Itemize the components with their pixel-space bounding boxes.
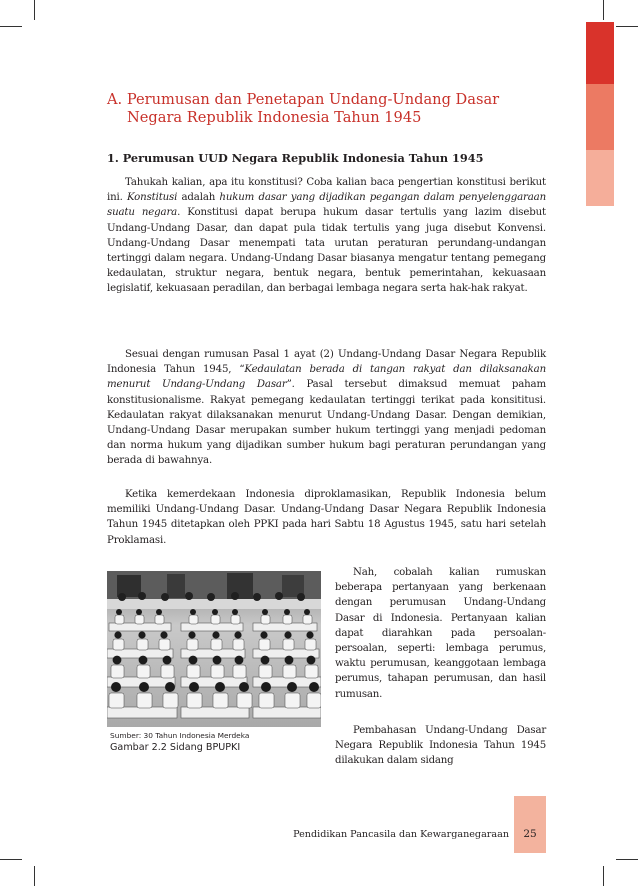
crop-mark (603, 0, 604, 20)
section-title-line2: Negara Republik Indonesia Tahun 1945 (127, 109, 422, 126)
decorative-tab-light (586, 150, 614, 206)
subsection-title: 1. Perumusan UUD Negara Republik Indonesia Tahun 1945 (107, 151, 484, 165)
figure-source: Sumber: 30 Tahun Indonesia Merdeka (110, 731, 250, 740)
text-run: ”. Pasal tersebut dimaksud memuat paham konstitusionalisme. Rakyat pemegang kedaulatan tertinggi terikat pada konsititusi. Kedaulatan rakyat dilaksanakan menurut Undang-Undang Dasar. Dengan demikian, Undang-Undang Dasar merupakan sumber hukum tertinggi yang menjadi pedoman dan norma hukum yang dijadikan sumber hukum bagi peraturan perundangan yang berada di bawahnya. (107, 379, 546, 467)
crop-mark (616, 859, 638, 860)
section-title-line1: A. Perumusan dan Penetapan Undang-Undang Dasar (107, 91, 500, 108)
crop-mark (616, 26, 638, 27)
paragraph-pertanyaan: Nah, cobalah kalian rumuskan beberapa pertanyaan yang berkenaan dengan perumusan Undang-Undang Dasar di Indonesia. Pertanyaan kalian dapat diarahkan pada persoalan-persoalan, seperti: lembaga perumus, waktu perumusan, keanggotaan lembaga perumus, tahapan perumusan, dan hasil rumusan. (335, 567, 546, 700)
text-run: adalah (177, 192, 220, 204)
crop-mark (34, 0, 35, 20)
text-run: Tahukah kalian, apa itu konstitusi? Coba kalian baca pengertian konstitusi berikut ini. (107, 177, 546, 204)
paragraph-konstitusi (107, 175, 546, 297)
crop-mark (603, 866, 604, 886)
paragraph-pembahasan: Pembahasan Undang-Undang Dasar Negara Republik Indonesia Tahun 1945 dilakukan dalam sidang (335, 725, 546, 767)
decorative-tab-dark (586, 22, 614, 84)
crop-mark (0, 859, 22, 860)
italic-definition: hukum dasar yang dijadikan pegangan dalam penyelenggaraan suatu negara (107, 192, 546, 219)
decorative-tab-mid (586, 84, 614, 150)
page-number-box (514, 796, 546, 853)
page-number: 25 (523, 828, 537, 840)
italic-term: Konstitusi (126, 192, 178, 204)
photo-sidang-bpupki (107, 571, 321, 727)
crop-mark (34, 866, 35, 886)
crop-mark (0, 26, 22, 27)
italic-quote: Kedaulatan berada di tangan rakyat dan dilaksanakan menurut Undang-Undang Dasar (107, 364, 547, 391)
text-run: . Konstitusi dapat berupa hukum dasar tertulis yang lazim disebut Undang-Undang Dasar, dan dapat pula tidak tertulis yang juga disebut Konvensi. Undang-Undang Dasar menempati tata urutan peraturan perundang-undangan tertinggi dalam negara. Undang-Undang Dasar biasanya mengatur tentang pemegang kedaulatan, struktur negara, bentuk negara, bentuk pemerintahan, kekuasaan legislatif, kekuasaan peradilan, dan berbagai lembaga negara serta hak-hak rakyat. (107, 207, 546, 295)
paragraph-pasal (107, 347, 546, 469)
figure-caption: Gambar 2.2 Sidang BPUPKI (110, 742, 241, 753)
text-run: Sesuai dengan rumusan Pasal 1 ayat (2) Undang-Undang Dasar Negara Republik Indonesia Tahun 1945, “ (107, 349, 546, 376)
section-title (107, 91, 577, 127)
footer-book-title: Pendidikan Pancasila dan Kewarganegaraan (293, 829, 509, 840)
paragraph-kemerdekaan: Ketika kemerdekaan Indonesia diproklamasikan, Republik Indonesia belum memiliki Undang-Undang Dasar. Undang-Undang Dasar Negara Republik Indonesia Tahun 1945 ditetapkan oleh PPKI pada hari Sabtu 18 Agustus 1945, satu hari setelah Proklamasi. (107, 489, 546, 546)
